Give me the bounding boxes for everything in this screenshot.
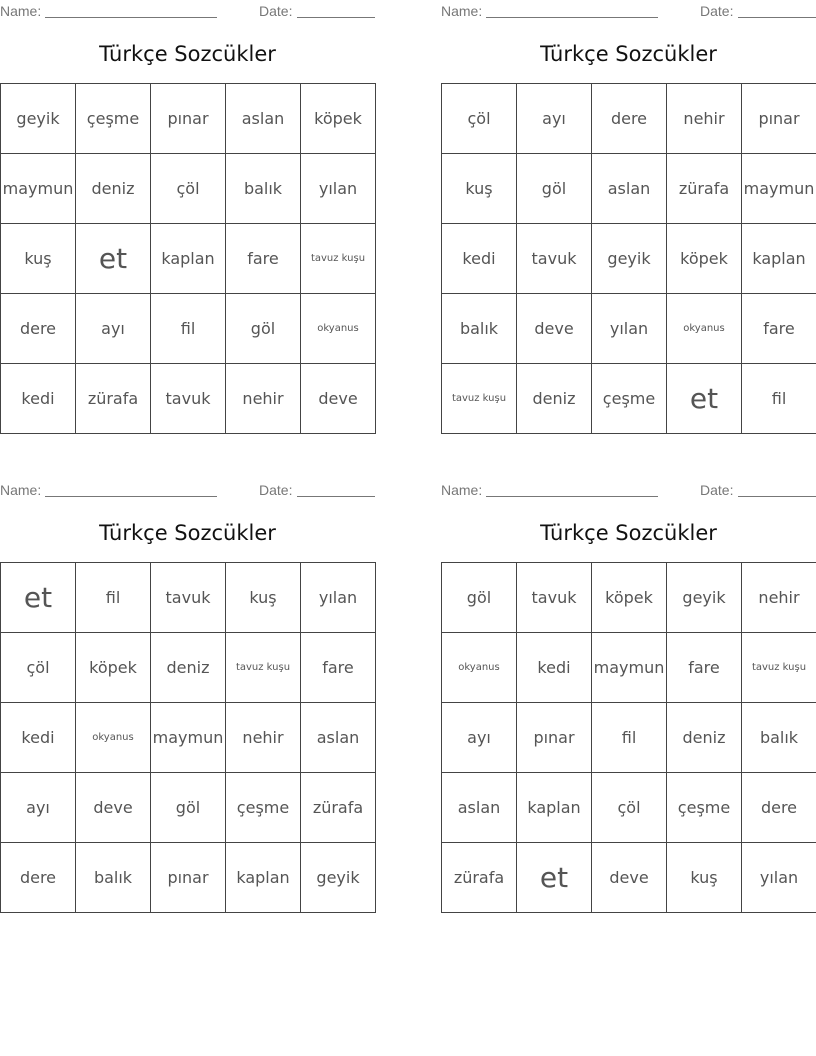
bingo-cell[interactable]: deve (301, 364, 376, 434)
bingo-cell[interactable]: çöl (442, 84, 517, 154)
bingo-cell[interactable]: balık (742, 703, 816, 773)
bingo-cell[interactable]: et (517, 843, 592, 913)
bingo-cell[interactable]: ayı (76, 294, 151, 364)
bingo-cell[interactable]: tavuk (151, 364, 226, 434)
grid-row (442, 294, 816, 364)
bingo-cell[interactable]: dere (742, 773, 816, 843)
bingo-cell[interactable]: tavuz kuşu (226, 633, 301, 703)
name-field[interactable] (486, 17, 658, 18)
bingo-cell[interactable]: göl (226, 294, 301, 364)
bingo-cell[interactable]: geyik (301, 843, 376, 913)
bingo-cell[interactable]: okyanus (301, 294, 376, 364)
grid-row (442, 563, 816, 633)
bingo-cell[interactable]: deve (517, 294, 592, 364)
bingo-grid (0, 562, 376, 913)
bingo-cell[interactable]: zürafa (301, 773, 376, 843)
grid-row (1, 84, 376, 154)
card-title: Türkçe Sozcükler (99, 521, 276, 545)
bingo-cell[interactable]: kuş (226, 563, 301, 633)
bingo-cell[interactable]: fare (226, 224, 301, 294)
bingo-cell[interactable]: kuş (667, 843, 742, 913)
card-title: Türkçe Sozcükler (540, 521, 717, 545)
bingo-grid (441, 83, 816, 434)
bingo-cell[interactable]: çeşme (667, 773, 742, 843)
grid-row (442, 364, 816, 434)
grid-row (442, 773, 816, 843)
bingo-cell[interactable]: deve (592, 843, 667, 913)
bingo-cell[interactable]: maymun (1, 154, 76, 224)
bingo-cell[interactable]: okyanus (76, 703, 151, 773)
name-label: Name: (0, 3, 42, 19)
bingo-cell[interactable]: yılan (301, 154, 376, 224)
bingo-cell[interactable]: deniz (151, 633, 226, 703)
bingo-cell[interactable]: maymun (151, 703, 226, 773)
bingo-cell[interactable]: et (76, 224, 151, 294)
bingo-cell[interactable]: tavuz kuşu (742, 633, 816, 703)
bingo-cell[interactable]: çöl (151, 154, 226, 224)
name-field[interactable] (45, 17, 217, 18)
date-label: Date: (259, 482, 293, 498)
bingo-cell[interactable]: aslan (592, 154, 667, 224)
name-label: Name: (441, 3, 483, 19)
bingo-cell[interactable]: göl (151, 773, 226, 843)
card-header (441, 482, 816, 498)
card-title: Türkçe Sozcükler (540, 42, 717, 66)
bingo-cell[interactable]: kedi (1, 703, 76, 773)
bingo-cell[interactable]: et (1, 563, 76, 633)
bingo-cell[interactable]: fare (742, 294, 816, 364)
bingo-cell[interactable]: köpek (667, 224, 742, 294)
bingo-cell[interactable]: geyik (1, 84, 76, 154)
date-label: Date: (259, 3, 293, 19)
grid-row (1, 563, 376, 633)
bingo-cell[interactable]: göl (442, 563, 517, 633)
bingo-cell[interactable]: fil (742, 364, 816, 434)
bingo-cell[interactable]: nehir (667, 84, 742, 154)
bingo-cell[interactable]: pınar (151, 843, 226, 913)
bingo-cell[interactable]: çeşme (76, 84, 151, 154)
date-field[interactable] (297, 496, 375, 497)
bingo-cell[interactable]: deniz (76, 154, 151, 224)
bingo-cell[interactable]: çeşme (592, 364, 667, 434)
bingo-cell[interactable]: fare (667, 633, 742, 703)
bingo-cell[interactable]: aslan (442, 773, 517, 843)
bingo-cell[interactable]: et (667, 364, 742, 434)
bingo-cell[interactable]: çöl (1, 633, 76, 703)
bingo-cell[interactable]: fil (592, 703, 667, 773)
bingo-cell[interactable]: nehir (226, 703, 301, 773)
bingo-cell[interactable]: çöl (592, 773, 667, 843)
date-field[interactable] (738, 17, 816, 18)
bingo-grid (441, 562, 816, 913)
card-header (0, 482, 375, 498)
bingo-cell[interactable]: balık (76, 843, 151, 913)
bingo-grid (0, 83, 376, 434)
name-field[interactable] (45, 496, 217, 497)
bingo-cell[interactable]: deve (76, 773, 151, 843)
bingo-cell[interactable]: tavuk (517, 224, 592, 294)
grid-row (1, 154, 376, 224)
grid-row (442, 703, 816, 773)
bingo-cell[interactable]: kuş (1, 224, 76, 294)
bingo-cell[interactable]: pınar (742, 84, 816, 154)
bingo-cell[interactable]: zürafa (442, 843, 517, 913)
bingo-cell[interactable]: kedi (442, 224, 517, 294)
bingo-cell[interactable]: ayı (442, 703, 517, 773)
bingo-cell[interactable]: kaplan (151, 224, 226, 294)
bingo-cell[interactable]: dere (592, 84, 667, 154)
bingo-cell[interactable]: fil (151, 294, 226, 364)
bingo-cell[interactable]: yılan (742, 843, 816, 913)
bingo-cell[interactable]: çeşme (226, 773, 301, 843)
bingo-cell[interactable]: tavuz kuşu (442, 364, 517, 434)
bingo-cell[interactable]: kedi (1, 364, 76, 434)
grid-row (1, 773, 376, 843)
grid-row (442, 84, 816, 154)
bingo-cell[interactable]: ayı (1, 773, 76, 843)
grid-row (442, 154, 816, 224)
grid-row (1, 224, 376, 294)
bingo-cell[interactable]: yılan (592, 294, 667, 364)
bingo-cell[interactable]: maymun (742, 154, 816, 224)
grid-row (442, 843, 816, 913)
bingo-cell[interactable]: köpek (76, 633, 151, 703)
grid-row (1, 703, 376, 773)
bingo-cell[interactable]: okyanus (667, 294, 742, 364)
date-field[interactable] (738, 496, 816, 497)
bingo-cell[interactable]: ayı (517, 84, 592, 154)
bingo-cell[interactable]: dere (1, 843, 76, 913)
bingo-cell[interactable]: kedi (517, 633, 592, 703)
card-title: Türkçe Sozcükler (99, 42, 276, 66)
date-field[interactable] (297, 17, 375, 18)
card-header (441, 3, 816, 19)
bingo-cell[interactable]: zürafa (667, 154, 742, 224)
bingo-cell[interactable]: tavuk (151, 563, 226, 633)
bingo-cell[interactable]: köpek (592, 563, 667, 633)
bingo-cell[interactable]: nehir (742, 563, 816, 633)
bingo-cell[interactable]: geyik (592, 224, 667, 294)
bingo-cell[interactable]: balık (226, 154, 301, 224)
bingo-cell[interactable]: zürafa (76, 364, 151, 434)
date-label: Date: (700, 482, 734, 498)
bingo-cell[interactable]: nehir (226, 364, 301, 434)
bingo-cell[interactable]: deniz (667, 703, 742, 773)
name-label: Name: (441, 482, 483, 498)
bingo-cell[interactable]: yılan (301, 563, 376, 633)
bingo-cell[interactable]: aslan (301, 703, 376, 773)
bingo-cell[interactable]: kaplan (226, 843, 301, 913)
bingo-cell[interactable]: tavuk (517, 563, 592, 633)
bingo-cell[interactable]: aslan (226, 84, 301, 154)
name-field[interactable] (486, 496, 658, 497)
bingo-cell[interactable]: kuş (442, 154, 517, 224)
bingo-cell[interactable]: fare (301, 633, 376, 703)
bingo-cell[interactable]: balık (442, 294, 517, 364)
date-label: Date: (700, 3, 734, 19)
grid-row (1, 843, 376, 913)
card-header (0, 3, 375, 19)
grid-row (442, 224, 816, 294)
bingo-cell[interactable]: maymun (592, 633, 667, 703)
bingo-cell[interactable]: pınar (151, 84, 226, 154)
bingo-cell[interactable]: dere (1, 294, 76, 364)
bingo-cell[interactable]: deniz (517, 364, 592, 434)
bingo-cell[interactable]: kaplan (517, 773, 592, 843)
bingo-cell[interactable]: köpek (301, 84, 376, 154)
bingo-cell[interactable]: fil (76, 563, 151, 633)
bingo-cell[interactable]: geyik (667, 563, 742, 633)
name-label: Name: (0, 482, 42, 498)
bingo-cell[interactable]: kaplan (742, 224, 816, 294)
bingo-cell[interactable]: okyanus (442, 633, 517, 703)
bingo-cell[interactable]: tavuz kuşu (301, 224, 376, 294)
grid-row (1, 633, 376, 703)
grid-row (442, 633, 816, 703)
bingo-cell[interactable]: pınar (517, 703, 592, 773)
grid-row (1, 364, 376, 434)
grid-row (1, 294, 376, 364)
bingo-cell[interactable]: göl (517, 154, 592, 224)
